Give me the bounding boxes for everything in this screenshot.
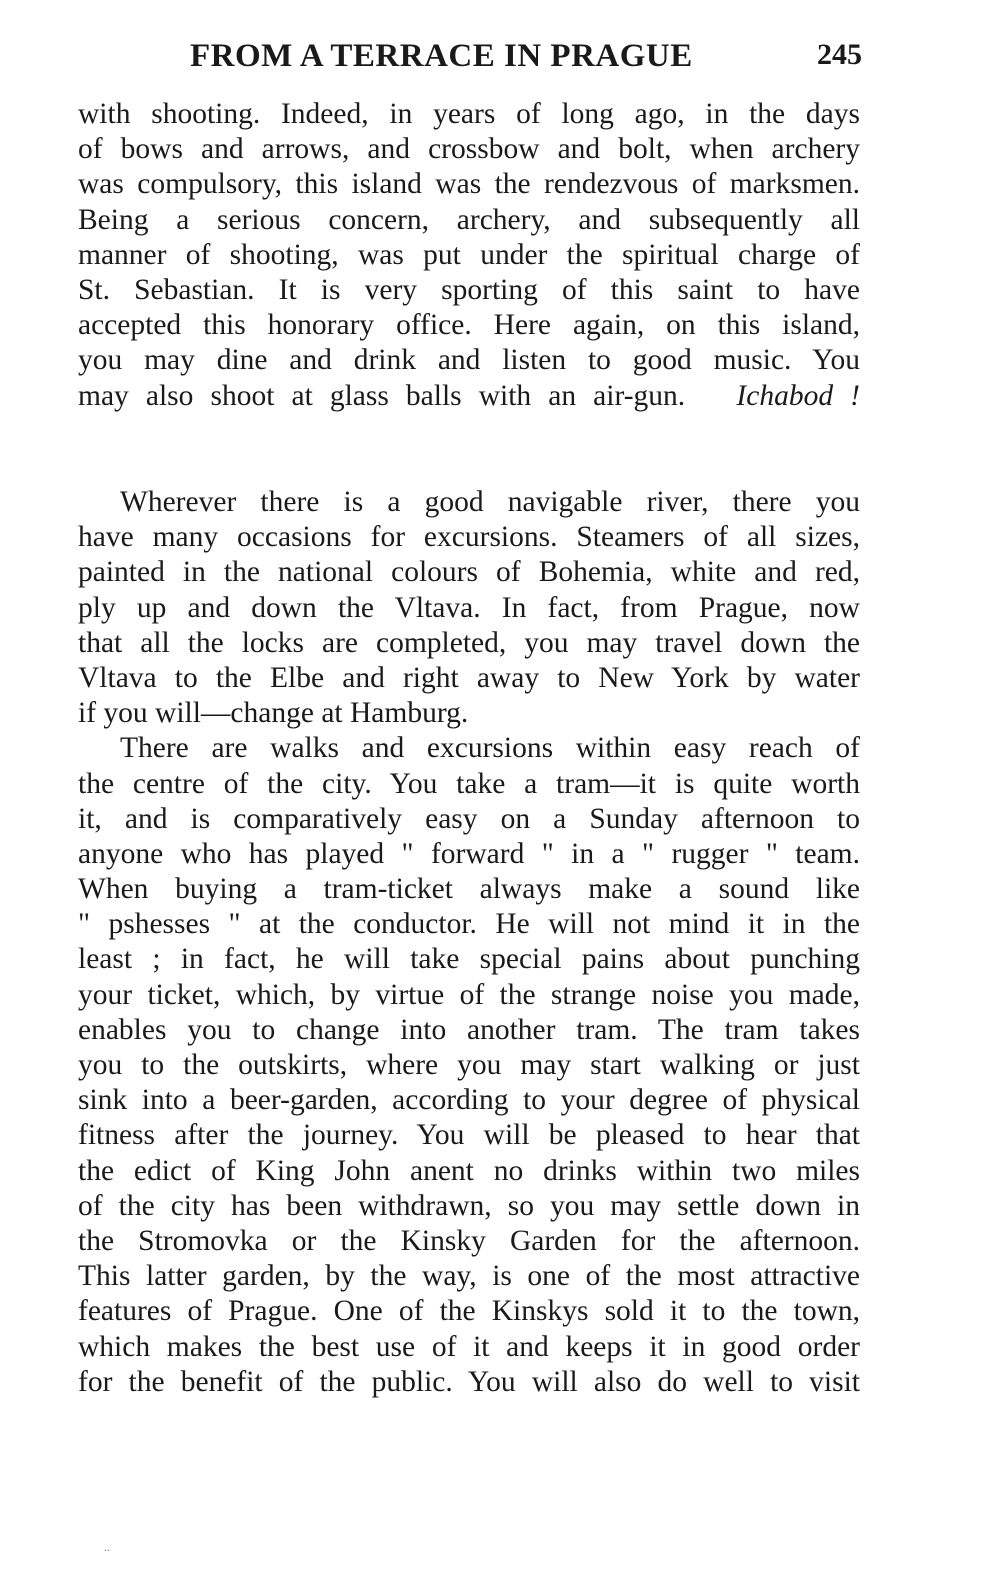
text-line: of bows and arrows, and crossbow and bolt, when archery [78,133,860,166]
text-line: This latter garden, by the way, is one of the most attractive [78,1260,860,1293]
page-header [180,38,862,88]
text-line: it, and is comparatively easy on a Sunday afternoon to [78,802,860,835]
text-line: anyone who has played " forward " in a " rugger " team. [78,837,860,870]
paragraph-river-excursions [78,485,860,731]
ichabod-exclamation: Ichabod ! [736,379,860,412]
final-line-text: may also shoot at glass balls with an air-gun. [78,379,686,412]
text-line: with shooting. Indeed, in years of long ago, in the days [78,98,860,130]
text-line: of the city has been withdrawn, so you may settle down in [78,1189,860,1222]
text-line: have many occasions for excursions. Steamers of all sizes, [78,521,860,554]
text-line: painted in the national colours of Bohemia, white and red, [78,556,860,589]
text-line: if you will—change at Hamburg. [78,697,469,730]
text-line: the edict of King John anent no drinks within two miles [78,1154,860,1187]
running-title: FROM A TERRACE IN PRAGUE [190,38,693,74]
text-line: Wherever there is a good navigable river, there you [120,486,860,518]
paragraph-walks-excursions [78,731,860,1400]
text-line: Being a serious concern, archery, and subsequently all [78,203,860,236]
text-line: was compulsory, this island was the rendezvous of marksmen. [78,168,860,201]
text-line: least ; in fact, he will take special pains about punching [78,943,860,976]
text-line: the centre of the city. You take a tram—it is quite worth [78,767,860,800]
text-line: accepted this honorary office. Here again, on this island, [78,309,860,342]
text-line: the Stromovka or the Kinsky Garden for the afternoon. [78,1224,860,1257]
text-line: There are walks and excursions within easy reach of [120,732,860,765]
text-line: fitness after the journey. You will be pleased to hear that [78,1119,860,1152]
text-line: you may dine and drink and listen to good music. You [78,344,860,377]
text-line: sink into a beer-garden, according to your degree of physical [78,1084,860,1117]
text-line-final [78,379,860,414]
text-line: When buying a tram-ticket always make a sound like [78,873,860,906]
text-line: ply up and down the Vltava. In fact, from Prague, now [78,591,860,624]
text-line: enables you to change into another tram. The tram takes [78,1013,860,1046]
text-line: that all the locks are completed, you may travel down the [78,626,860,659]
text-line: St. Sebastian. It is very sporting of this saint to have [78,273,860,306]
text-line: " pshesses " at the conductor. He will not mind it in the [78,908,860,941]
text-line: for the benefit of the public. You will also do well to visit [78,1365,860,1398]
text-line: your ticket, which, by virtue of the strange noise you made, [78,978,860,1011]
section-1-text [78,97,860,414]
stray-mark: .. [104,1540,110,1554]
text-line: you to the outskirts, where you may start walking or just [78,1049,860,1081]
text-line: which makes the best use of it and keeps it in good order [78,1330,860,1363]
text-line: features of Prague. One of the Kinskys sold it to the town, [78,1295,860,1328]
text-line: Vltava to the Elbe and right away to New York by water [78,661,860,694]
page-number: 245 [817,38,862,71]
section-2-text [78,485,860,1400]
text-line: manner of shooting, was put under the spiritual charge of [78,238,860,271]
